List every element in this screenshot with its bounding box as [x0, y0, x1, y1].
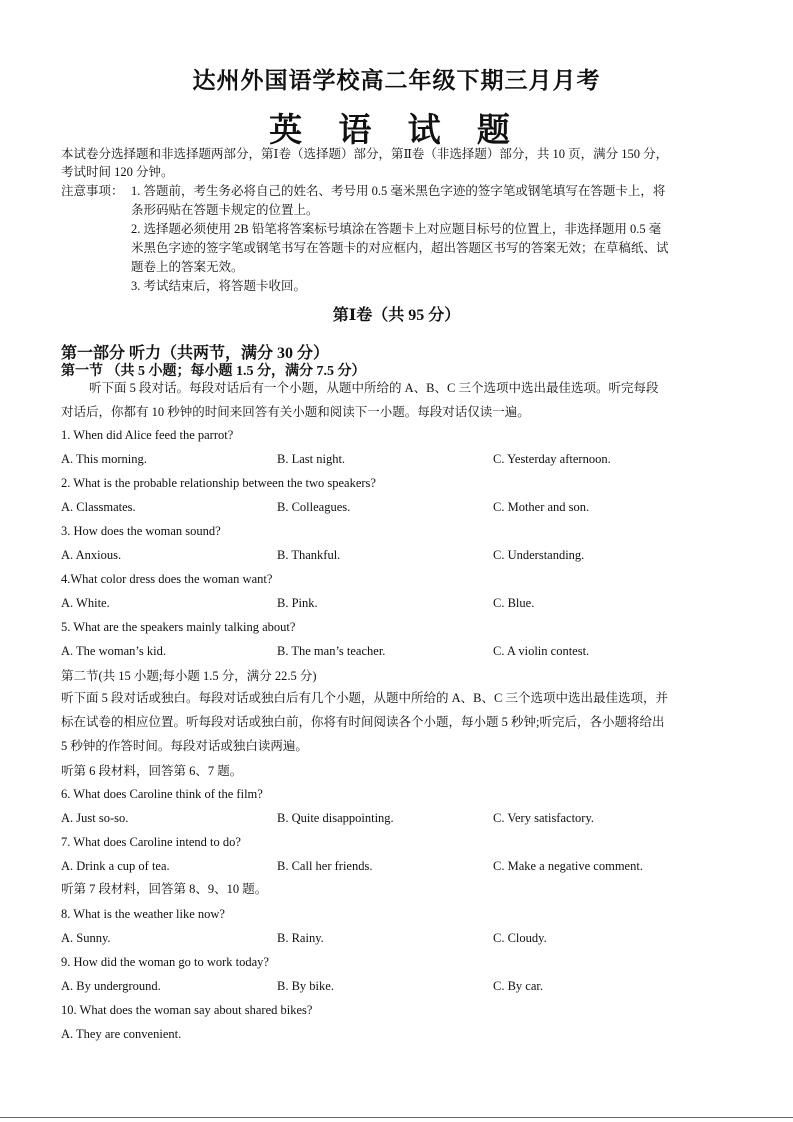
- option-b: B. Call her friends.: [277, 859, 373, 873]
- option-a: A. Just so-so.: [61, 811, 129, 825]
- option-a: A. Sunny.: [61, 931, 111, 945]
- option-c: C. Understanding.: [493, 548, 585, 562]
- question-stem: 4.What color dress does the woman want?: [61, 572, 273, 586]
- option-a: A. Anxious.: [61, 548, 122, 562]
- page-bottom-rule: [0, 1117, 793, 1118]
- option-a: A. They are convenient.: [61, 1027, 182, 1041]
- intro-line-1: 本试卷分选择题和非选择题两部分，第Ⅰ卷（选择题）部分，第Ⅱ卷（非选择题）部分，共 10 页，满分 150 分，: [61, 147, 669, 161]
- option-c: C. Blue.: [493, 596, 535, 610]
- option-b: B. Pink.: [277, 596, 318, 610]
- option-c: C. Cloudy.: [493, 931, 547, 945]
- volume-title: 第Ⅰ卷（共 95 分）: [332, 307, 461, 324]
- question-stem: 3. How does the woman sound?: [61, 524, 221, 538]
- question-stem: 8. What is the weather like now?: [61, 907, 225, 921]
- option-b: B. Thankful.: [277, 548, 341, 562]
- school-title: 达州外国语学校高二年级下期三月月考: [192, 68, 601, 93]
- option-b: B. Colleagues.: [277, 500, 351, 514]
- option-c: C. A violin contest.: [493, 644, 590, 658]
- option-c: C. Mother and son.: [493, 500, 590, 514]
- option-c: C. Yesterday afternoon.: [493, 452, 611, 466]
- section2-instructions-3: 5 秒钟的作答时间。每段对话或独白读两遍。: [61, 739, 308, 753]
- intro-line-2: 考试时间 120 分钟。: [61, 165, 174, 179]
- question-stem: 2. What is the probable relationship between the two speakers?: [61, 476, 376, 490]
- note-2a: 2. 选择题必须使用 2B 铅笔将答案标号填涂在答题卡上对应题目标号的位置上，非选择题用 0.5 毫: [131, 222, 662, 236]
- option-c: C. Make a negative comment.: [493, 859, 643, 873]
- option-a: A. By underground.: [61, 979, 161, 993]
- note-2b: 米黑色字迹的签字笔或钢笔书写在答题卡的对应框内，超出答题区书写的答案无效；在草稿纸、试: [131, 241, 669, 255]
- subject-title: 英 语 试 题: [269, 113, 524, 149]
- option-a: A. White.: [61, 596, 110, 610]
- section2-title: 第二节(共 15 小题;每小题 1.5 分，满分 22.5 分): [61, 669, 317, 683]
- option-a: A. The woman’s kid.: [61, 644, 166, 658]
- material-6-label: 听第 6 段材料，回答第 6、7 题。: [61, 764, 243, 778]
- section2-instructions-2: 标在试卷的相应位置。听每段对话或独白前，你将有时间阅读各个小题，每小题 5 秒钟;听完后，各小题将给出: [61, 715, 665, 729]
- question-stem: 10. What does the woman say about shared bikes?: [61, 1003, 313, 1017]
- question-stem: 9. How did the woman go to work today?: [61, 955, 269, 969]
- section1-title: 第一节 （共 5 小题；每小题 1.5 分，满分 7.5 分）: [61, 364, 366, 379]
- option-c: C. Very satisfactory.: [493, 811, 595, 825]
- option-b: B. Rainy.: [277, 931, 324, 945]
- option-a: A. Classmates.: [61, 500, 136, 514]
- option-b: B. By bike.: [277, 979, 334, 993]
- note-3: 3. 考试结束后，将答题卡收回。: [131, 279, 307, 293]
- note-1a: 1. 答题前，考生务必将自己的姓名、考号用 0.5 毫米黑色字迹的签字笔或钢笔填写在答题卡上，将: [131, 184, 666, 198]
- question-stem: 6. What does Caroline think of the film?: [61, 787, 263, 801]
- option-b: B. Quite disappointing.: [277, 811, 394, 825]
- question-stem: 5. What are the speakers mainly talking about?: [61, 620, 296, 634]
- material-7-label: 听第 7 段材料，回答第 8、9、10 题。: [61, 882, 268, 896]
- section1-instructions-1: 听下面 5 段对话。每段对话后有一个小题，从题中所给的 A、B、C 三个选项中选出最佳选项。听完每段: [89, 381, 659, 395]
- note-1b: 条形码贴在答题卡规定的位置上。: [131, 203, 319, 217]
- note-2c: 题卷上的答案无效。: [131, 260, 244, 274]
- option-b: B. Last night.: [277, 452, 346, 466]
- option-a: A. Drink a cup of tea.: [61, 859, 170, 873]
- part1-title: 第一部分 听力（共两节，满分 30 分）: [61, 345, 330, 362]
- option-b: B. The man’s teacher.: [277, 644, 386, 658]
- section1-instructions-2: 对话后，你都有 10 秒钟的时间来回答有关小题和阅读下一小题。每段对话仅读一遍。: [61, 405, 530, 419]
- question-stem: 7. What does Caroline intend to do?: [61, 835, 241, 849]
- section2-instructions-1: 听下面 5 段对话或独白。每段对话或独白后有几个小题，从题中所给的 A、B、C 三个选项中选出最佳选项，并: [61, 691, 668, 705]
- notes-label: 注意事项：: [61, 184, 124, 198]
- option-c: C. By car.: [493, 979, 543, 993]
- option-a: A. This morning.: [61, 452, 147, 466]
- question-stem: 1. When did Alice feed the parrot?: [61, 428, 234, 442]
